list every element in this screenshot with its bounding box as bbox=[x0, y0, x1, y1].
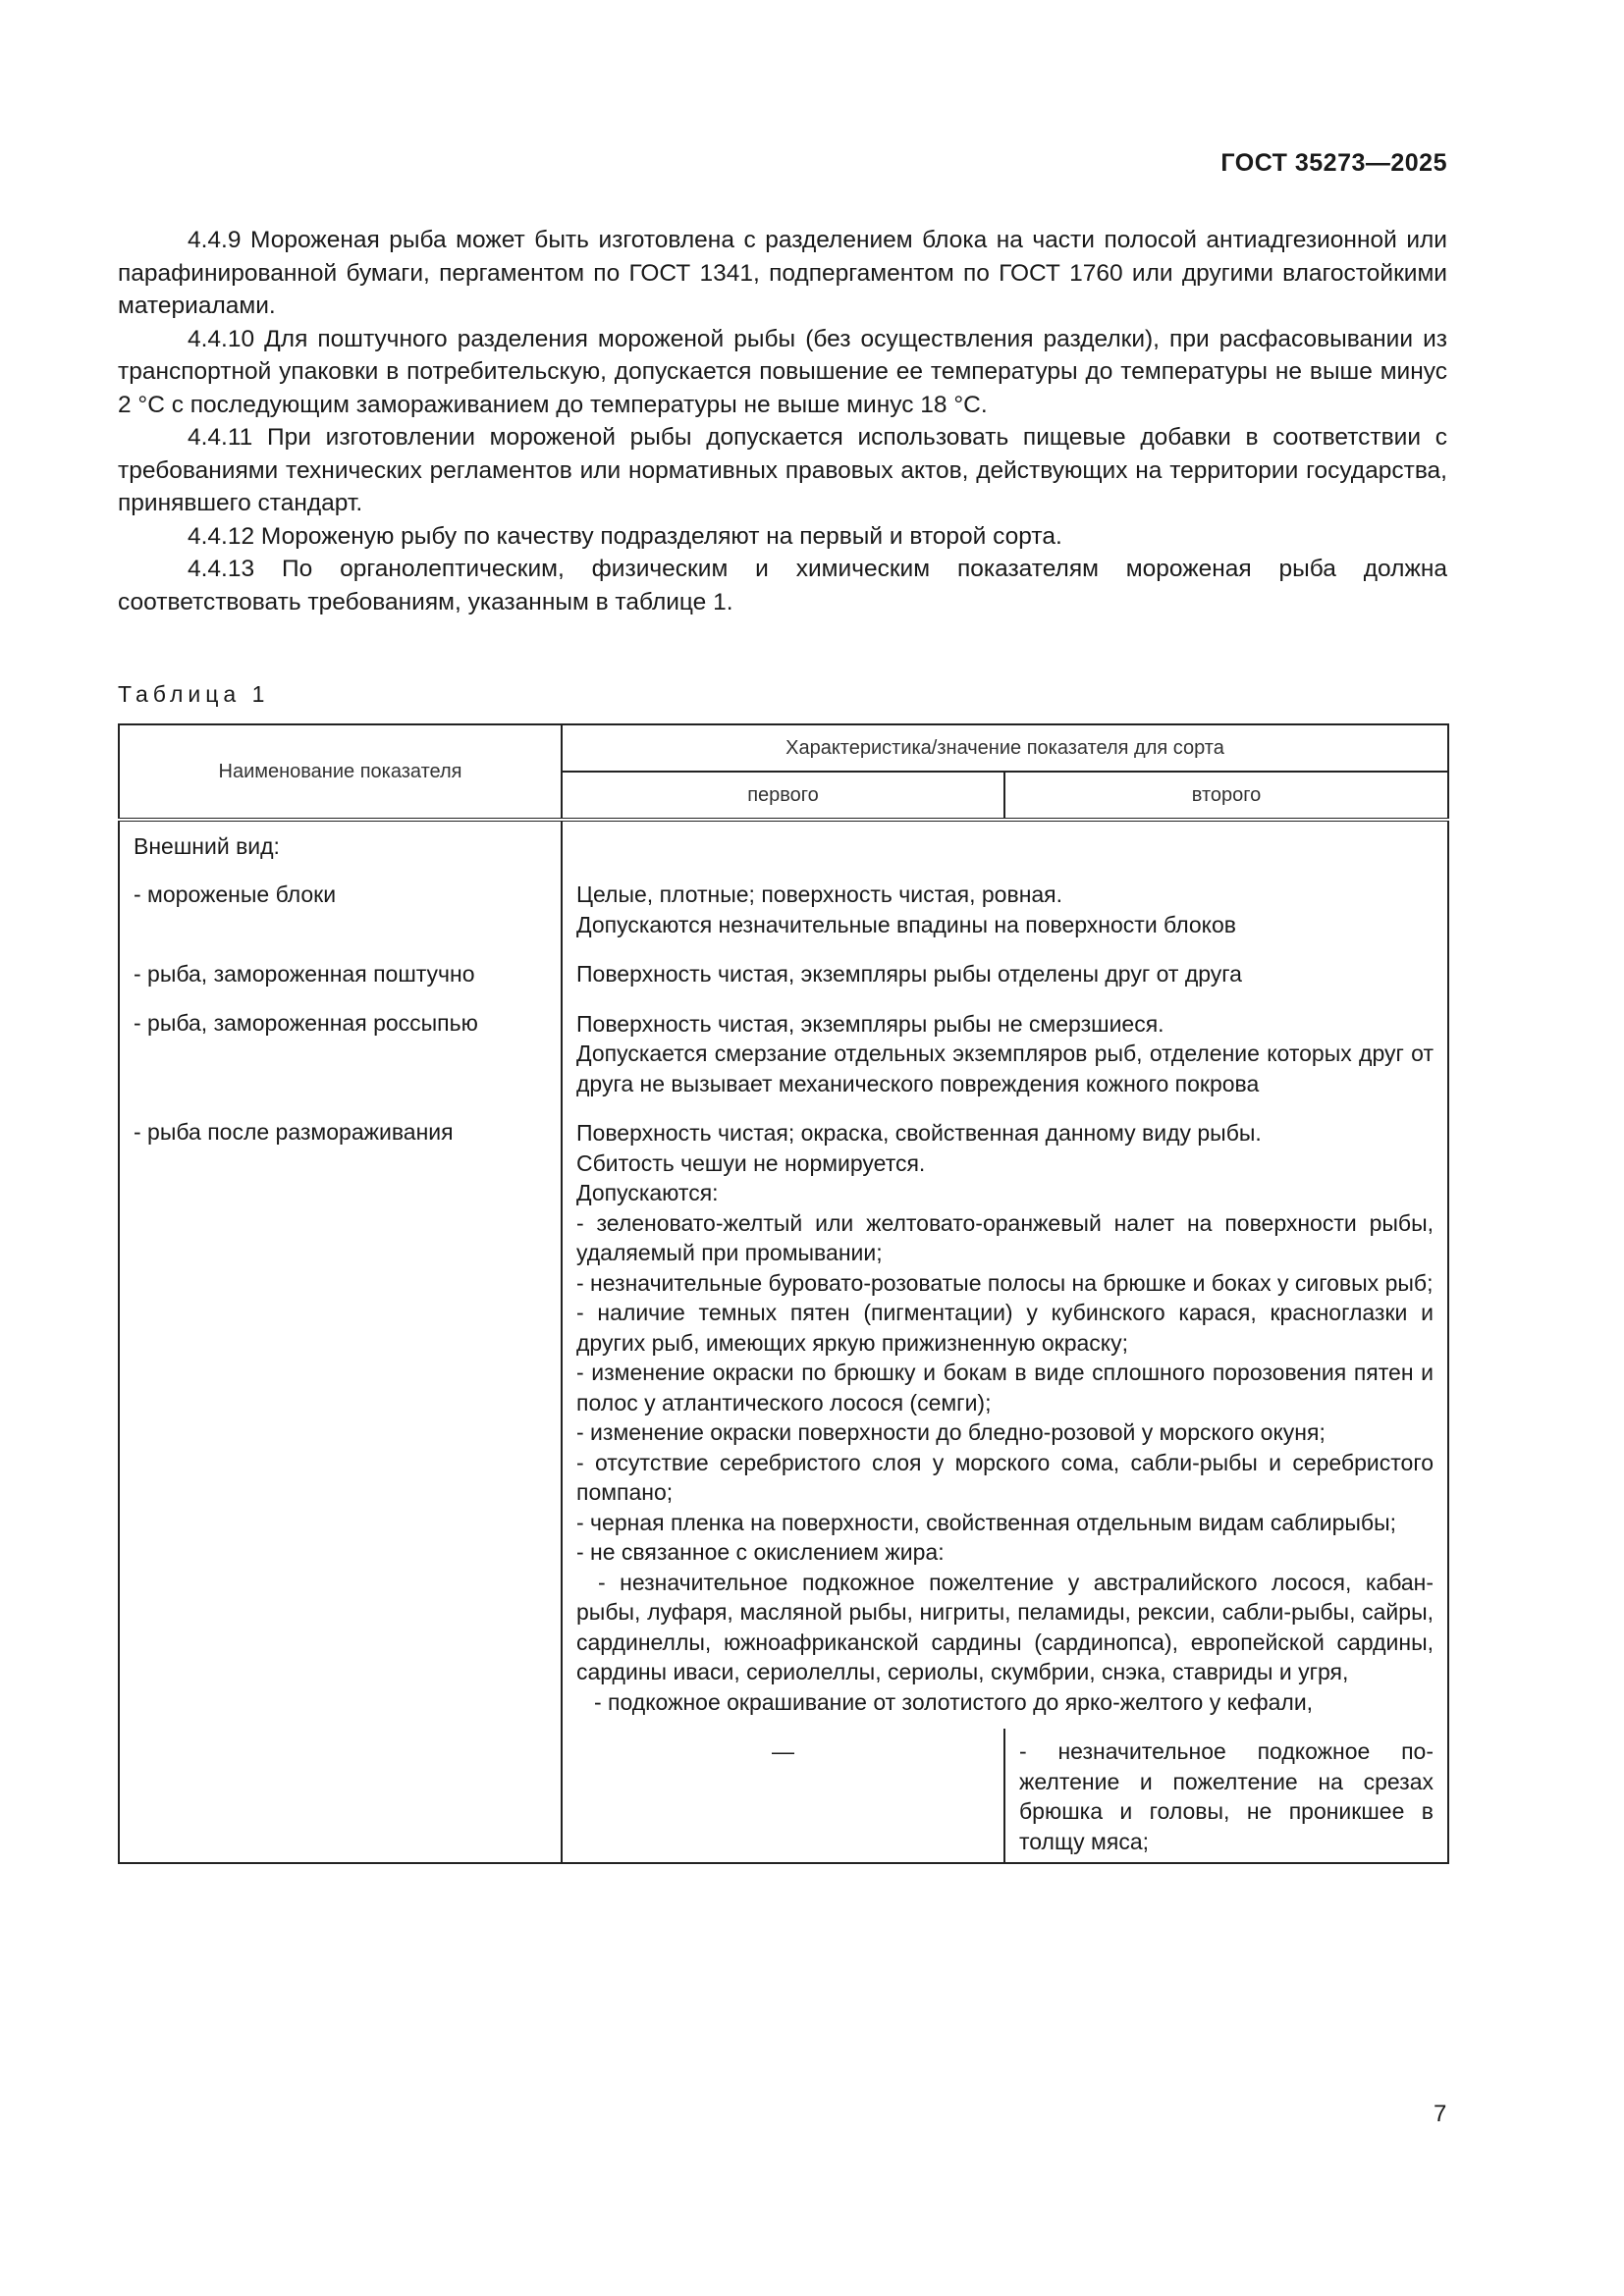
col-second-header: второго bbox=[1004, 772, 1448, 820]
paragraph-4-4-10: 4.4.10 Для поштучного разделения мороженой рыбы (без осуществления разделки), при расфасовывании из транспортной упаковки в потребительскую, допускается повышение ее температуры до температуры не выше минус 2 °С с последующим замораживанием до температуры не выше минус 18 °С. bbox=[118, 325, 1447, 418]
value-subitem-mullet: - подкожное окрашивание от золотистого до ярко-желтого у кефали, bbox=[594, 1688, 1314, 1715]
value-blocks-line2: Допускаются незначительные впадины на поверхности блоков bbox=[576, 911, 1236, 937]
table-label: Таблица 1 bbox=[118, 681, 270, 707]
indicator-piece-frozen: - рыба, замороженная поштучно bbox=[134, 961, 475, 987]
value-thawed-9: - черная пленка на поверхности, свойственная отдельным видам саблирыбы; bbox=[576, 1509, 1397, 1535]
indicator-names-cell bbox=[119, 820, 562, 1863]
col-name-header: Наименование показателя bbox=[119, 724, 562, 820]
indicator-frozen-blocks: - мороженые блоки bbox=[134, 881, 337, 907]
value-loose-line2: Допускается смерзание отдельных экземпляров рыб, отделение которых друг от друга не вызывает механического повреждения кожного покрова bbox=[576, 1041, 1434, 1096]
value-thawed-1: Сбитость чешуи не нормируется. bbox=[576, 1149, 926, 1176]
value-thawed-0: Поверхность чистая; окраска, свойственная данному виду рыбы. bbox=[576, 1120, 1262, 1146]
value-loose-line1: Поверхность чистая, экземпляры рыбы не смерзшиеся. bbox=[576, 1010, 1164, 1037]
quality-table bbox=[118, 723, 1449, 1864]
value-piece: Поверхность чистая, экземпляры рыбы отделены друг от друга bbox=[576, 961, 1242, 987]
document-header: ГОСТ 35273—2025 bbox=[1220, 149, 1447, 177]
value-thawed-2: Допускаются: bbox=[576, 1180, 719, 1205]
page-number: 7 bbox=[1434, 2101, 1447, 2127]
paragraph-4-4-9: 4.4.9 Мороженая рыба может быть изготовлена с разделением блока на части полосой антиадгезионной или парафинированной бумаги, пергаментом по ГОСТ 1341, подпергаментом по ГОСТ 1760 или другими влагостойкими материалами. bbox=[118, 227, 1447, 319]
value-subitem-yellowing: - незначительное подкожное пожелтение у австралийского лосося, кабан-рыбы, луфаря, масляной рыбы, нигриты, пеламиды, рексии, сабли-рыбы, сайры, сардинеллы, южноафриканской сардины (сардинопса), европейской сардины, сардины иваси, сериолеллы, сериолы, скумбрии, снэка, ставриды и угря, bbox=[576, 1569, 1434, 1684]
value-thawed-3: - зеленовато-желтый или желтовато-оранжевый налет на поверхности рыбы, удаляемый при промывании; bbox=[576, 1209, 1434, 1265]
col-group-header: Характеристика/значение показателя для сорта bbox=[562, 724, 1448, 772]
value-thawed-8: - отсутствие серебристого слоя у морского сома, сабли-рыбы и серебристого помпано; bbox=[576, 1449, 1434, 1505]
value-first-grade-dash: — bbox=[562, 1729, 1004, 1863]
col-first-header: первого bbox=[562, 772, 1004, 820]
value-appearance-empty bbox=[576, 831, 1434, 880]
value-second-grade-text: - незначительное подкожное пожелтение и пожелтение на срезах брюшка и головы, не проникшее в толщу мяса; bbox=[1004, 1729, 1448, 1863]
value-thawed-5: - наличие темных пятен (пигментации) у кубинского карася, красноглазки и других рыб, имеющих яркую прижизненную окраску; bbox=[576, 1300, 1434, 1356]
value-blocks-line1: Целые, плотные; поверхность чистая, ровная. bbox=[576, 881, 1063, 907]
value-thawed-7: - изменение окраски поверхности до бледно-розовой у морского окуня; bbox=[576, 1419, 1326, 1445]
paragraph-4-4-13: 4.4.13 По органолептическим, физическим и химическим показателям мороженая рыба должна соответствовать требованиям, указанным в таблице 1. bbox=[118, 556, 1447, 615]
values-merged-cell bbox=[562, 820, 1448, 1729]
value-thawed-4: - незначительные буровато-розоватые полосы на брюшке и боках у сиговых рыб; bbox=[576, 1269, 1434, 1296]
indicator-loose-frozen: - рыба, замороженная россыпью bbox=[134, 1010, 478, 1036]
body-text bbox=[118, 224, 1447, 618]
indicator-appearance: Внешний вид: bbox=[134, 833, 280, 859]
value-thawed-6: - изменение окраски по брюшку и бокам в виде сплошного порозовения пятен и полос у атлантического лосося (семги); bbox=[576, 1360, 1434, 1415]
paragraph-4-4-11: 4.4.11 При изготовлении мороженой рыбы допускается использовать пищевые добавки в соответствии с требованиями технических регламентов или нормативных правовых актов, действующих на территории государства, принявшего стандарт. bbox=[118, 424, 1447, 516]
value-thawed-10: - не связанное с окислением жира: bbox=[576, 1539, 945, 1565]
indicator-after-thawing: - рыба после размораживания bbox=[134, 1119, 454, 1145]
paragraph-4-4-12: 4.4.12 Мороженую рыбу по качеству подразделяют на первый и второй сорта. bbox=[188, 522, 1062, 550]
